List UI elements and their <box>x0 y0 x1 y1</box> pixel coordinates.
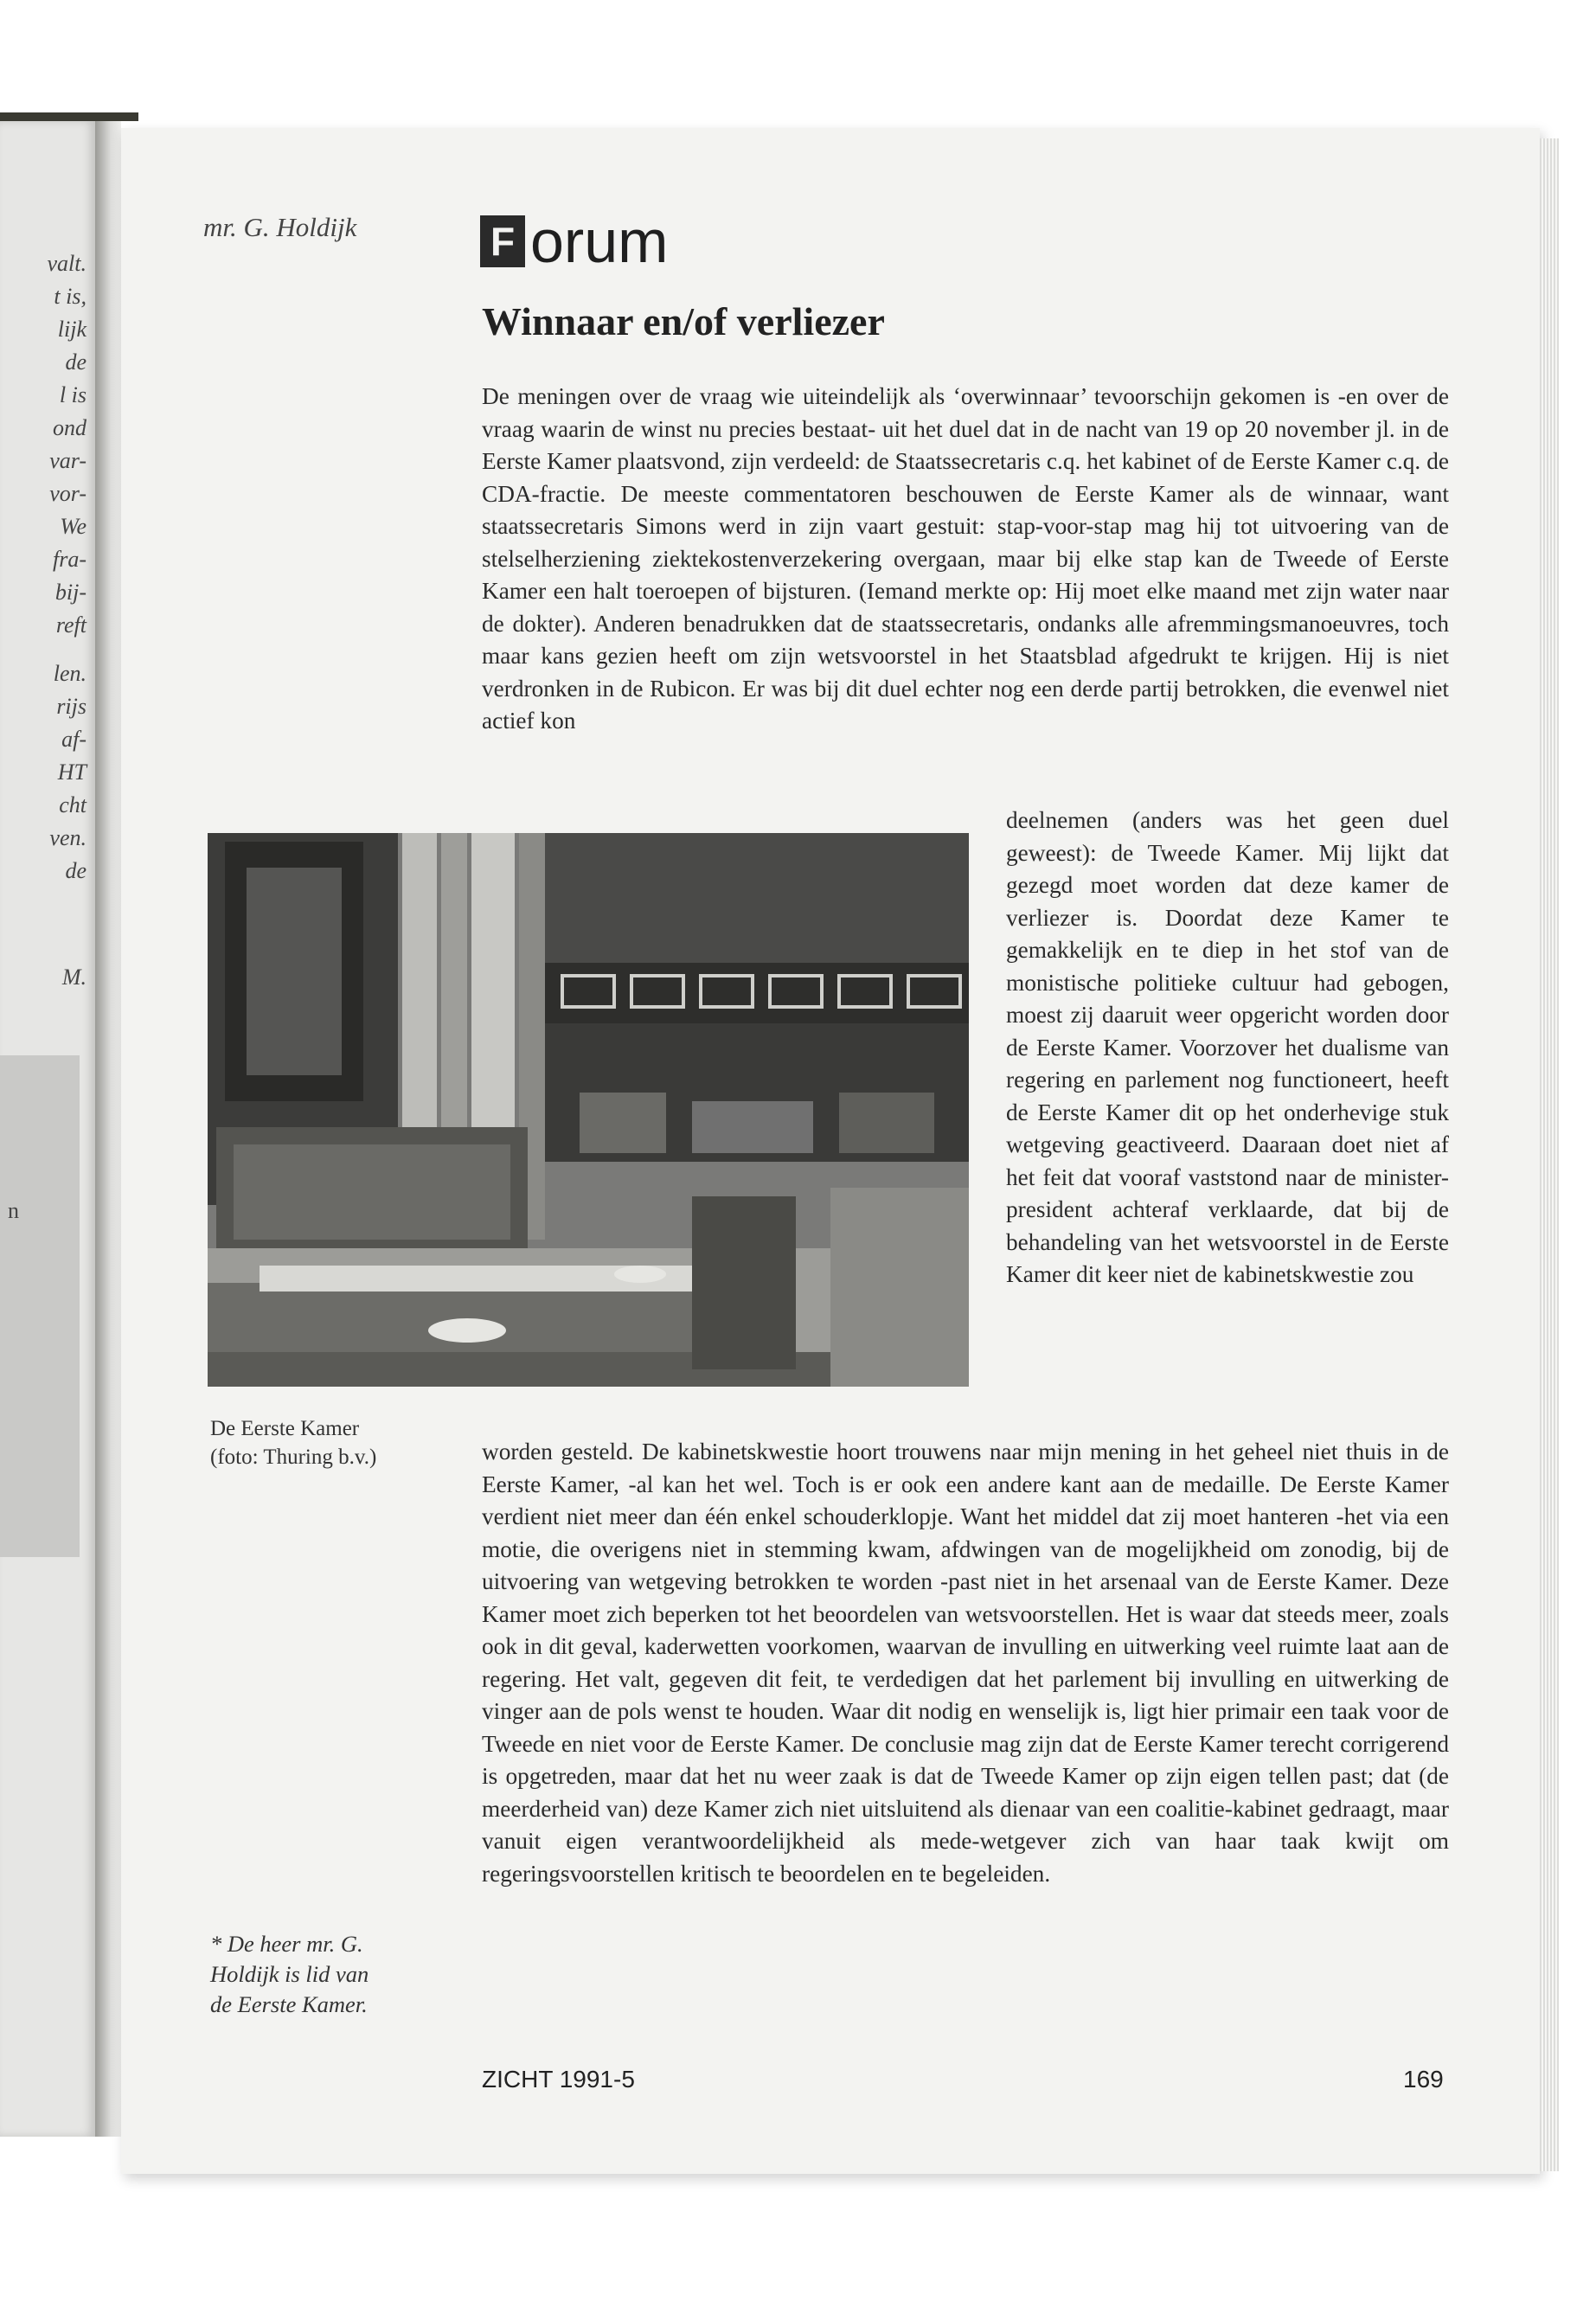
forum-section-logo <box>480 208 669 275</box>
left-page-fragment: ond <box>53 415 87 440</box>
left-page-fragment: valt. <box>47 251 87 276</box>
article-paragraph-wrap: deelnemen (anders was het geen duel geweest): de Tweede Kamer. Mij lijkt dat gezegd moet worden dat deze kamer de verliezer is. Doordat deze Kamer te gemakkelijk en te diep in het stof van de monistische politieke cultuur had gebogen, moest zij daaruit weer opgericht worden door de Eerste Kamer. Voorzover het dualisme van regering en parlement nog functioneert, heeft de Eerste Kamer dit op het onderhevige stuk wetgeving geactiveerd. Daaraan doet niet af het feit dat vooraf vaststond naar de minister-president achteraf verklaarde, dat bij de behandeling van het wetsvoorstel in de Eerste Kamer dit keer niet de kabinetskwestie zou <box>1006 807 1449 1287</box>
article-paragraph-bottom: worden gesteld. De kabinetskwestie hoort trouwens naar mijn mening in het geheel niet thuis in de Eerste Kamer, -al kan het wel. Toch is er ook een andere kant aan de medaille. De Eerste Kamer verdient niet meer dan één enkel schouderklopje. Want het middel dat zij moet hanteren -het via een motie, die overigens niet in stemming kwam, afdwingen van de mogelijkheid om zonodig, bij de uitvoering van wetgeving betrokken te worden -past niet in het arsenaal van de Eerste Kamer. Deze Kamer moet zich beperken tot het beoordelen van wetsvoorstellen. Het is waar dat steeds meer, zoals ook in dit geval, kaderwetten voorkomen, waarvan de invulling en uitwerking veel ruimte laat aan de regering. Het valt, gegeven dit feit, te verdedigen dat het parlement bij invulling en uitwerking de vinger aan de pols wenst te houden. Waar dit nodig en wenselijk is, ligt hier primair een taak voor de Tweede en niet voor de Eerste Kamer. De conclusie mag zijn dat de Eerste Kamer terecht corrigerend is opgetreden, maar dat het nu weer zaak is dat de Tweede Kamer op zijn eigen tellen past; dat (de meerderheid van) deze Kamer zich niet uitsluitend als dienaar van een coalitie-kabinet gedraagt, maar vanuit eigen verantwoordelijkheid als mede-wetgever zich van haar taak kwijt om regeringsvoorstellen kritisch te beoordelen en te begeleiden. <box>482 1439 1449 1887</box>
left-page-fragment: ven. <box>49 825 87 850</box>
author-name: mr. G. Holdijk <box>203 212 357 242</box>
page-number: 169 <box>1403 2066 1444 2093</box>
left-page-fragment: HT <box>57 760 87 785</box>
left-page-fragment: rijs <box>56 694 87 719</box>
forum-initial-box: F <box>480 215 525 267</box>
journal-footer: ZICHT 1991-5 <box>482 2066 635 2093</box>
left-page-fragment: bij- <box>54 580 87 605</box>
forum-wordmark: orum <box>530 208 669 275</box>
left-page-fragment: t is, <box>54 284 87 309</box>
author-footnote: * De heer mr. G. <box>210 1931 363 1957</box>
left-page-fragment: de <box>65 349 87 375</box>
left-facing-page <box>0 121 95 2137</box>
left-page-fragment: M. <box>61 965 87 990</box>
photo-caption: De Eerste Kamer <box>210 1417 360 1440</box>
left-page-fragment: cht <box>59 792 87 817</box>
left-page-fragment: de <box>65 858 87 883</box>
left-page-fragment: n <box>8 1198 19 1223</box>
page-stack-edges <box>1540 138 1559 2171</box>
article-paragraph-top: De meningen over de vraag wie uiteindelijk als ‘overwinnaar’ tevoorschijn gekomen is -en over de vraag waarin de winst nu precies bestaat- uit het duel dat in de nacht van 19 op 20 november jl. in de Eerste Kamer plaatsvond, zijn verdeeld: de Staatssecretaris c.q. het kabinet of de Eerste Kamer c.q. de CDA-fractie. De meeste commentatoren beschouwen de Eerste Kamer als de winnaar, want staatssecretaris Simons werd in zijn vaart gestuit: stap-voor-stap mag hij tot uitvoering van de stelselherziening ziektekostenverzekering overgaan, maar bij elke stap kan de Tweede of Eerste Kamer een halt toeroepen of bijsturen. (Iemand merkte op: Hij moet elke maand met zijn water naar de dokter). Anderen benadrukken dat de staatssecretaris, ondanks alle afremmingsmanoeuvres, toch maar kans gezien heeft om zijn wetsvoorstel in het Staatsblad afgedrukt te krijgen. Hij is niet verdronken in de Rubicon. Er was bij dit duel echter nog een derde partij betrokken, die evenwel niet actief kon <box>482 383 1449 734</box>
book-binding-edge <box>0 112 138 121</box>
page-gutter <box>95 121 121 2137</box>
left-page-fragment: We <box>60 514 87 539</box>
article-title: Winnaar en/of verliezer <box>482 299 885 343</box>
left-page-fragment: reft <box>55 612 87 638</box>
left-page-fragment: vor- <box>49 481 87 506</box>
author-footnote: Holdijk is lid van <box>210 1961 369 1987</box>
left-page-fragment: fra- <box>53 547 87 572</box>
left-page-fragment: af- <box>61 727 87 752</box>
author-footnote: de Eerste Kamer. <box>210 1991 368 2017</box>
left-page-fragment: var- <box>49 448 87 473</box>
left-page-fragment: lijk <box>57 317 87 342</box>
left-page-fragment: l is <box>59 382 87 407</box>
left-page-fragment: len. <box>53 661 87 686</box>
chamber-photo-illustration <box>208 833 969 1387</box>
photo-credit: (foto: Thuring b.v.) <box>210 1445 377 1469</box>
chamber-photo <box>208 833 969 1387</box>
left-page-grey-block <box>0 1055 80 1557</box>
